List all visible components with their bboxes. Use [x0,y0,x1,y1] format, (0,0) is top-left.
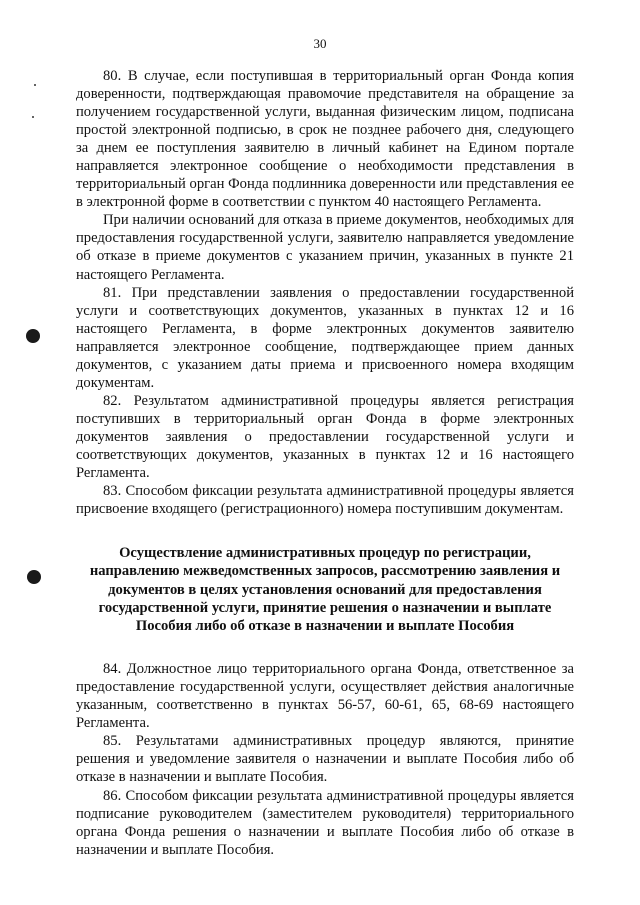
paragraph-86: 86. Способом фиксации результата административной процедуры является подписание руководителем (заместителем руководителя) территориального органа Фонда решения о назначении и выплате Пособия либо об отказе в назначении и выплате Пособия. [76,787,574,858]
document-body [76,67,574,859]
paragraph-84: 84. Должностное лицо территориального органа Фонда, ответственное за предоставление государственной услуги, осуществляет действия аналогичные указанным, соответственно в пунктах 56-57, 60-61, 65, 68-69 настоящего Регламента. [76,661,574,732]
paragraph-80: 80. В случае, если поступившая в территориальный орган Фонда копия доверенности, подтверждающая правомочие представителя на обращение за получением государственной услуги, выданная физическим лицом, подписана простой электронной подписью, в срок не позднее рабочего дня, следующего за днем ее поступления заявителю в личный кабинет на Едином портале направляется электронное сообщение о необходимости представления в территориальный орган Фонда подлинника доверенности или представления ее в электронной форме в соответствии с пунктом 40 настоящего Регламента. [76,68,574,211]
heading-line: направлению межведомственных запросов, рассмотрению заявления и [89,563,561,580]
punch-hole [26,329,40,343]
paragraph-83: 83. Способом фиксации результата административной процедуры является присвоение входящего (регистрационного) номера поступившим документам. [76,483,574,518]
paragraph-81: 81. При представлении заявления о предоставлении государственной услуги и соответствующих документов, указанных в пунктах 12 и 16 настоящего Регламента, в форме электронных документов заявителю направляется электронное сообщение, подтверждающее прием данных документов, с указанием даты приема и присвоенного номера входящим документам. [76,284,574,391]
section-heading [76,544,574,635]
heading-line: государственной услуги, принятие решения о назначении и выплате [98,599,552,616]
heading-line: Осуществление административных процедур по регистрации, [119,545,531,562]
paragraph-85: 85. Результатами административных процедур являются, принятие решения и уведомление заявителя о назначении и выплате Пособия либо об отказе в назначении и выплате Пособия. [76,733,574,786]
page-number: 30 [313,36,327,51]
paragraph-82: 82. Результатом административной процедуры является регистрация поступивших в территориальный орган Фонда в форме электронных документов заявления о предоставлении государственной услуги и соответствующих документов, указанных в пунктах 12 и 16 настоящего Регламента. [76,392,574,482]
punch-hole [27,570,41,584]
heading-line: Пособия либо об отказе в назначении и выплате Пособия [135,617,515,634]
scan-speck [32,116,34,118]
heading-line: документов в целях установления оснований для предоставления [108,581,542,598]
scan-speck [34,84,36,86]
paragraph-refusal: При наличии оснований для отказа в приеме документов, необходимых для предоставления государственной услуги, заявителю направляется уведомление об отказе в приеме документов с указанием причин, указанных в пункте 21 настоящего Регламента. [76,212,574,283]
